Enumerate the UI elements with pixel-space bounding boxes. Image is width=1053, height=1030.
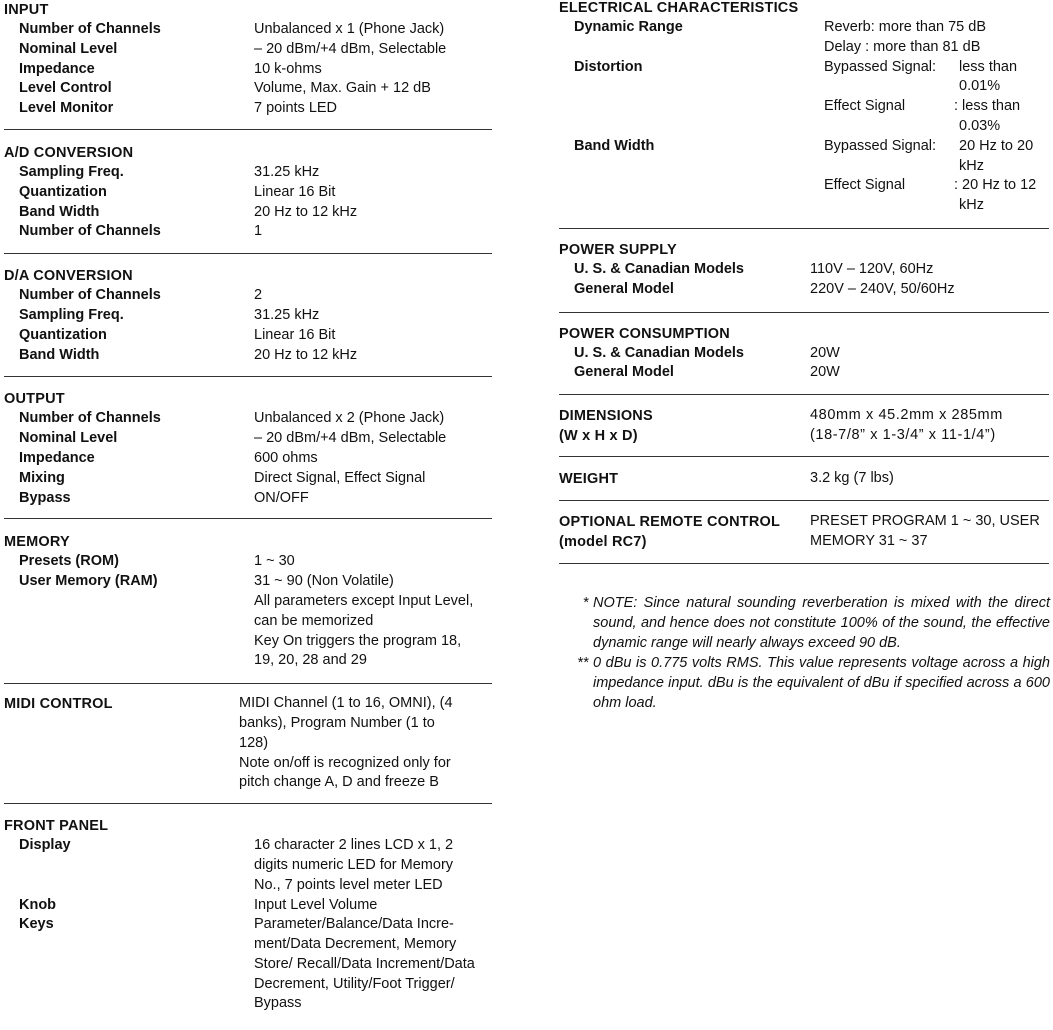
- spec-value: [254, 836, 492, 895]
- spec-label: Band Width: [19, 346, 100, 363]
- value-line: MIDI Channel (1 to 16, OMNI), (4: [239, 695, 453, 712]
- value-line: No., 7 points level meter LED: [254, 876, 443, 893]
- spec-label: Knob: [19, 896, 57, 913]
- spec-label: Quantization: [19, 183, 107, 200]
- value-line: kHz: [959, 157, 984, 174]
- input-section: [4, 0, 492, 130]
- value-line: pitch change A, D and freeze B: [239, 774, 439, 791]
- spec-label: Band Width: [19, 203, 100, 220]
- value-line: (18-7/8” x 1-3/4” x 11-1/4”): [810, 426, 996, 443]
- front-panel-title: FRONT PANEL: [4, 818, 109, 835]
- spec-value: – 20 dBm/+4 dBm, Selectable: [254, 430, 447, 447]
- spec-value: 20 Hz to 12 kHz: [254, 346, 358, 363]
- memory-title: MEMORY: [4, 534, 70, 551]
- spec-label: U. S. & Canadian Models: [574, 260, 744, 277]
- ad-conversion-section: [4, 130, 492, 254]
- spec-value: Linear 16 Bit: [254, 183, 336, 200]
- value-line: : 20 Hz to 12: [954, 177, 1037, 194]
- footnote-mark: **: [577, 655, 589, 671]
- spec-value: [824, 18, 1049, 58]
- midi-control-title: MIDI CONTROL: [4, 696, 113, 713]
- spec-value: ON/OFF: [254, 489, 309, 506]
- sub-label: Bypassed Signal:: [824, 58, 937, 75]
- value-line: ment/Data Decrement, Memory: [254, 936, 457, 953]
- weight-title: WEIGHT: [559, 471, 619, 488]
- spec-value: 31.25 kHz: [254, 306, 320, 323]
- value-line: : less than: [954, 98, 1021, 115]
- value-line: 16 character 2 lines LCD x 1, 2: [254, 837, 454, 854]
- spec-value: 220V – 240V, 50/60Hz: [810, 280, 955, 297]
- spec-label: Sampling Freq.: [19, 163, 124, 180]
- midi-control-section: [4, 684, 492, 804]
- value-line: Reverb: more than 75 dB: [824, 19, 987, 35]
- power-supply-title: POWER SUPPLY: [559, 241, 677, 258]
- value-line: digits numeric LED for Memory: [254, 856, 454, 873]
- title-line: (model RC7): [559, 534, 647, 551]
- value-line: All parameters except Input Level,: [254, 592, 474, 609]
- da-conversion-section: [4, 254, 492, 377]
- spec-value: [254, 915, 492, 1014]
- remote-control-title: [559, 512, 810, 552]
- spec-value: Direct Signal, Effect Signal: [254, 469, 426, 486]
- spec-label: Keys: [19, 916, 54, 933]
- spec-label: Presets (ROM): [19, 553, 119, 570]
- footnotes: [563, 593, 1050, 713]
- spec-label: Number of Channels: [19, 21, 161, 37]
- spec-value: Unbalanced x 1 (Phone Jack): [254, 21, 445, 37]
- footnote: [563, 653, 1050, 713]
- left-column: [4, 0, 492, 1014]
- value-line: 0.01%: [959, 78, 1001, 95]
- spec-value: [254, 572, 492, 671]
- value-line: 480mm x 45.2mm x 285mm: [810, 407, 1003, 424]
- spec-label: Number of Channels: [19, 410, 161, 427]
- spec-label: Nominal Level: [19, 40, 118, 57]
- weight-section: [559, 457, 1049, 501]
- power-supply-section: [559, 229, 1049, 313]
- spec-value: 600 ohms: [254, 449, 318, 466]
- value-line: Note on/off is recognized only for: [239, 754, 451, 771]
- electrical-section: [559, 0, 1049, 229]
- dimensions-section: [559, 395, 1049, 457]
- spec-value: 20W: [810, 344, 840, 361]
- spec-label: U. S. & Canadian Models: [574, 344, 744, 361]
- spec-value: 1: [254, 223, 263, 240]
- value-line: PRESET PROGRAM 1 ~ 30, USER: [810, 513, 1040, 530]
- spec-value: 2: [254, 287, 263, 304]
- spec-value: 7 points LED: [254, 100, 338, 117]
- footnote-text: NOTE: Since natural sounding reverberation is mixed with the direct sound, and hence does not constitute 100% of the sound, the effective dynamic range will nearly always exceed 90 dB.: [593, 595, 1050, 651]
- footnote-mark: *: [583, 595, 589, 611]
- spec-label: Band Width: [574, 137, 655, 154]
- power-consumption-title: POWER CONSUMPTION: [559, 325, 730, 342]
- spec-label: Sampling Freq.: [19, 306, 124, 323]
- spec-label: Level Monitor: [19, 100, 114, 117]
- front-panel-section: [4, 804, 492, 1014]
- remote-control-section: [559, 501, 1049, 564]
- spec-value: 3.2 kg (7 lbs): [810, 470, 894, 487]
- value-line: Store/ Recall/Data Increment/Data: [254, 955, 475, 972]
- value-line: 128): [239, 734, 269, 751]
- spec-label: General Model: [574, 280, 674, 297]
- sub-label: Effect Signal: [824, 177, 906, 194]
- value-line: can be memorized: [254, 612, 374, 629]
- spec-value: Unbalanced x 2 (Phone Jack): [254, 410, 445, 427]
- spec-value: [810, 406, 1049, 446]
- spec-value: 20W: [810, 364, 840, 381]
- title-line: (W x H x D): [559, 428, 638, 445]
- spec-value: [824, 137, 1049, 216]
- value-line: kHz: [959, 197, 984, 214]
- spec-label: Impedance: [19, 60, 95, 77]
- footnote: [563, 593, 1050, 653]
- spec-label: Number of Channels: [19, 287, 161, 304]
- value-line: MEMORY 31 ~ 37: [810, 532, 928, 549]
- spec-value: – 20 dBm/+4 dBm, Selectable: [254, 40, 447, 57]
- spec-value: [824, 58, 1049, 137]
- spec-label: Level Control: [19, 80, 112, 97]
- spec-label: Mixing: [19, 469, 65, 486]
- spec-label: Distortion: [574, 58, 643, 75]
- spec-label: Dynamic Range: [574, 19, 683, 35]
- sub-label: Bypassed Signal:: [824, 137, 937, 154]
- electrical-title: ELECTRICAL CHARACTERISTICS: [559, 0, 799, 16]
- spec-label: Display: [19, 837, 71, 854]
- value-line: Delay : more than 81 dB: [824, 38, 981, 55]
- spec-value: 20 Hz to 12 kHz: [254, 203, 358, 220]
- spec-label: Nominal Level: [19, 430, 118, 447]
- spec-value: 10 k-ohms: [254, 60, 322, 77]
- value-line: Parameter/Balance/Data Incre-: [254, 916, 454, 933]
- ad-conversion-title: A/D CONVERSION: [4, 144, 134, 161]
- value-line: Key On triggers the program 18,: [254, 632, 462, 649]
- spec-value: 31.25 kHz: [254, 163, 320, 180]
- value-line: Decrement, Utility/Foot Trigger/: [254, 975, 455, 992]
- dimensions-title: [559, 406, 810, 446]
- memory-section: [4, 519, 492, 684]
- input-title: INPUT: [4, 2, 49, 18]
- value-line: 0.03%: [959, 117, 1001, 134]
- sub-label: Effect Signal: [824, 98, 906, 115]
- spec-value: [239, 694, 492, 793]
- spec-label: User Memory (RAM): [19, 573, 158, 590]
- right-column: [559, 0, 1049, 564]
- value-line: 19, 20, 28 and 29: [254, 652, 367, 669]
- spec-value: 110V – 120V, 60Hz: [810, 260, 934, 277]
- value-line: Bypass: [254, 995, 302, 1012]
- value-line: 20 Hz to 20: [959, 137, 1034, 154]
- spec-label: Quantization: [19, 326, 107, 343]
- title-line: OPTIONAL REMOTE CONTROL: [559, 514, 781, 531]
- spec-value: 1 ~ 30: [254, 553, 295, 570]
- spec-value: [810, 512, 1049, 552]
- power-consumption-section: [559, 313, 1049, 396]
- value-line: less than: [959, 58, 1018, 75]
- value-line: banks), Program Number (1 to: [239, 714, 435, 731]
- spec-label: Number of Channels: [19, 223, 161, 240]
- spec-value: Linear 16 Bit: [254, 326, 336, 343]
- output-title: OUTPUT: [4, 391, 65, 408]
- title-line: DIMENSIONS: [559, 408, 653, 425]
- spec-label: Impedance: [19, 449, 95, 466]
- spec-label: General Model: [574, 364, 674, 381]
- output-section: [4, 377, 492, 519]
- value-line: 31 ~ 90 (Non Volatile): [254, 573, 394, 590]
- spec-label: Bypass: [19, 489, 71, 506]
- footnote-text: 0 dBu is 0.775 volts RMS. This value represents voltage across a high impedance input. dBu is the equivalent of dBu if specified across a 600 ohm load.: [593, 655, 1050, 711]
- da-conversion-title: D/A CONVERSION: [4, 268, 133, 285]
- spec-value: Input Level Volume: [254, 896, 378, 913]
- spec-value: Volume, Max. Gain + 12 dB: [254, 80, 431, 97]
